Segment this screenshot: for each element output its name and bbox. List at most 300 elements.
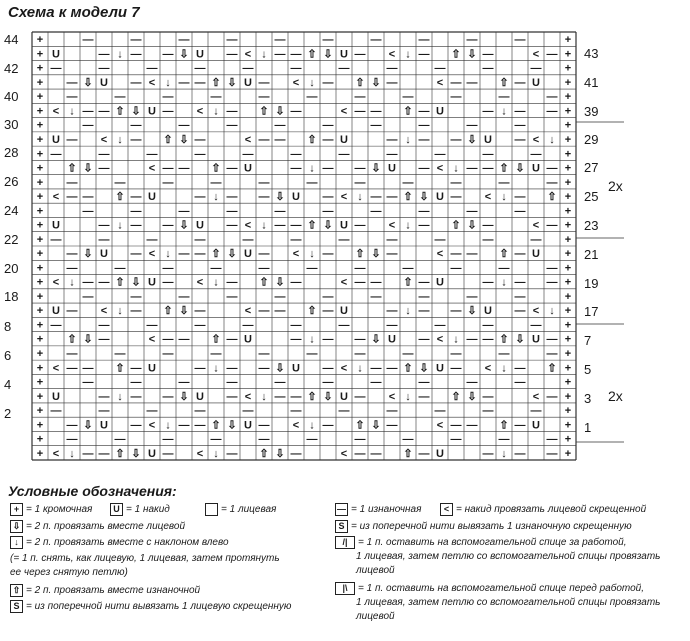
stitch-symbol: — bbox=[130, 48, 142, 61]
stitch-symbol: — bbox=[162, 348, 174, 360]
stitch-symbol: ↓ bbox=[405, 134, 411, 146]
stitch-symbol: ↓ bbox=[213, 362, 219, 375]
stitch-symbol: — bbox=[290, 233, 302, 246]
stitch-symbol: ↓ bbox=[117, 305, 123, 318]
stitch-symbol: ⇩ bbox=[131, 447, 141, 460]
stitch-symbol: — bbox=[178, 76, 190, 89]
stitch-symbol: + bbox=[36, 176, 44, 189]
stitch-symbol: — bbox=[114, 91, 126, 104]
stitch-symbol: — bbox=[194, 62, 206, 75]
stitch-symbol: ↓ bbox=[69, 276, 75, 289]
stitch-symbol: + bbox=[36, 405, 44, 418]
stitch-symbol: U bbox=[244, 333, 252, 346]
stitch-symbol: ↓ bbox=[501, 362, 507, 375]
stitch-symbol: — bbox=[226, 162, 238, 175]
stitch-symbol: ⇩ bbox=[227, 76, 237, 89]
row-number-label: 41 bbox=[584, 75, 599, 90]
stitch-symbol: — bbox=[146, 233, 158, 246]
stitch-symbol: U bbox=[388, 333, 396, 346]
stitch-symbol: ⇧ bbox=[307, 134, 317, 146]
stitch-symbol: — bbox=[370, 447, 382, 460]
stitch-symbol: — bbox=[418, 390, 430, 403]
row-number-label: 20 bbox=[4, 261, 19, 276]
legend-item-cross-back: /| = 1 п. оставить на вспомогательной спице за работой, bbox=[335, 536, 627, 549]
stitch-symbol: < bbox=[244, 390, 252, 403]
stitch-symbol: < bbox=[52, 362, 60, 375]
stitch-symbol: U bbox=[100, 248, 108, 261]
stitch-symbol: — bbox=[98, 233, 110, 246]
stitch-symbol: — bbox=[146, 62, 158, 75]
stitch-symbol: < bbox=[532, 48, 540, 61]
stitch-symbol: < bbox=[196, 447, 204, 460]
stitch-symbol: — bbox=[514, 447, 526, 460]
stitch-symbol: — bbox=[290, 62, 302, 75]
stitch-symbol: ⇩ bbox=[179, 219, 189, 232]
stitch-symbol: < bbox=[244, 305, 252, 318]
stitch-symbol: — bbox=[66, 134, 78, 146]
stitch-symbol: ⇧ bbox=[547, 191, 557, 204]
row-number-label: 28 bbox=[4, 145, 19, 160]
stitch-symbol: — bbox=[162, 219, 174, 232]
stitch-symbol: — bbox=[146, 405, 158, 418]
stitch-symbol: — bbox=[226, 48, 238, 61]
stitch-symbol: — bbox=[66, 176, 78, 189]
stitch-symbol: — bbox=[274, 48, 286, 61]
stitch-symbol: U bbox=[196, 48, 204, 61]
stitch-symbol: + bbox=[564, 134, 572, 146]
stitch-symbol: — bbox=[98, 319, 110, 332]
stitch-symbol: — bbox=[370, 34, 382, 47]
stitch-symbol: — bbox=[258, 305, 270, 318]
stitch-symbol: < bbox=[532, 390, 540, 403]
stitch-symbol: — bbox=[290, 333, 302, 346]
stitch-symbol: + bbox=[564, 62, 572, 75]
stitch-symbol: — bbox=[194, 233, 206, 246]
stitch-symbol: ⇩ bbox=[419, 362, 429, 375]
stitch-symbol: + bbox=[36, 105, 44, 118]
stitch-symbol: — bbox=[514, 276, 526, 289]
stitch-symbol: — bbox=[82, 119, 94, 132]
stitch-symbol: — bbox=[130, 119, 142, 132]
stitch-symbol: — bbox=[514, 305, 526, 318]
stitch-symbol: ⇩ bbox=[467, 390, 477, 403]
stitch-symbol: ⇧ bbox=[163, 134, 173, 146]
stitch-symbol: — bbox=[418, 305, 430, 318]
stitch-symbol: ⇧ bbox=[259, 276, 269, 289]
row-number-label: 5 bbox=[584, 362, 592, 377]
stitch-symbol: ⇧ bbox=[499, 162, 509, 175]
stitch-symbol: — bbox=[98, 405, 110, 418]
stitch-symbol: — bbox=[98, 447, 110, 460]
stitch-symbol: + bbox=[564, 76, 572, 89]
stitch-symbol: — bbox=[98, 219, 110, 232]
stitch-symbol: < bbox=[148, 333, 156, 346]
stitch-symbol: ⇧ bbox=[211, 162, 221, 175]
stitch-symbol: ↓ bbox=[213, 447, 219, 460]
stitch-symbol: ⇩ bbox=[179, 134, 189, 146]
stitch-symbol: — bbox=[434, 62, 446, 75]
stitch-symbol: ↓ bbox=[69, 105, 75, 118]
stitch-symbol: — bbox=[370, 105, 382, 118]
stitch-symbol: ⇧ bbox=[355, 248, 365, 261]
stitch-symbol: — bbox=[130, 376, 142, 389]
stitch-symbol: ↓ bbox=[213, 191, 219, 204]
stitch-symbol: — bbox=[66, 248, 78, 261]
stitch-symbol: — bbox=[514, 376, 526, 389]
stitch-symbol: ⇧ bbox=[115, 105, 125, 118]
stitch-symbol: ⇧ bbox=[499, 76, 509, 89]
stitch-symbol: ⇧ bbox=[211, 248, 221, 261]
stitch-symbol: — bbox=[50, 148, 62, 161]
stitch-symbol: — bbox=[162, 433, 174, 446]
stitch-symbol: ↓ bbox=[309, 162, 315, 175]
stitch-symbol: — bbox=[82, 191, 94, 204]
stitch-symbol: + bbox=[564, 419, 572, 432]
stitch-symbol: — bbox=[194, 405, 206, 418]
stitch-symbol: — bbox=[322, 248, 334, 261]
stitch-symbol: ⇧ bbox=[211, 419, 221, 432]
row-number-label: 27 bbox=[584, 160, 599, 175]
stitch-symbol: — bbox=[194, 76, 206, 89]
stitch-symbol: — bbox=[514, 362, 526, 375]
stitch-symbol: < bbox=[436, 162, 444, 175]
stitch-symbol: ⇩ bbox=[323, 48, 333, 61]
stitch-symbol: ↓ bbox=[357, 191, 363, 204]
stitch-symbol: U bbox=[244, 248, 252, 261]
stitch-symbol: — bbox=[130, 205, 142, 218]
stitch-symbol: — bbox=[450, 76, 462, 89]
stitch-symbol: — bbox=[418, 105, 430, 118]
stitch-symbol: + bbox=[36, 319, 44, 332]
stitch-symbol: — bbox=[370, 119, 382, 132]
stitch-symbol: — bbox=[546, 447, 558, 460]
stitch-symbol: — bbox=[434, 405, 446, 418]
stitch-symbol: — bbox=[546, 91, 558, 104]
stitch-symbol: — bbox=[178, 419, 190, 432]
stitch-symbol: < bbox=[292, 76, 300, 89]
stitch-symbol: ⇧ bbox=[403, 105, 413, 118]
stitch-symbol: ⇩ bbox=[227, 419, 237, 432]
stitch-symbol: — bbox=[226, 290, 238, 303]
stitch-symbol: — bbox=[546, 433, 558, 446]
stitch-symbol: — bbox=[258, 91, 270, 104]
stitch-symbol: + bbox=[564, 48, 572, 61]
stitch-symbol: U bbox=[100, 76, 108, 89]
stitch-symbol: < bbox=[100, 134, 108, 146]
stitch-symbol: — bbox=[370, 362, 382, 375]
stitch-symbol: + bbox=[36, 205, 44, 218]
stitch-symbol: — bbox=[274, 290, 286, 303]
stitch-symbol: — bbox=[194, 362, 206, 375]
stitch-symbol: — bbox=[66, 362, 78, 375]
stitch-symbol: ⇧ bbox=[259, 105, 269, 118]
stitch-symbol: — bbox=[258, 191, 270, 204]
stitch-symbol: — bbox=[130, 76, 142, 89]
stitch-symbol: — bbox=[482, 319, 494, 332]
stitch-symbol: — bbox=[226, 276, 238, 289]
stitch-symbol: ⇩ bbox=[371, 76, 381, 89]
repeat-label: 2x bbox=[608, 388, 623, 404]
stitch-symbol: — bbox=[418, 376, 430, 389]
stitch-symbol: — bbox=[98, 148, 110, 161]
stitch-symbol: — bbox=[546, 333, 558, 346]
stitch-symbol: U bbox=[436, 191, 444, 204]
stitch-symbol: — bbox=[322, 419, 334, 432]
stitch-symbol: — bbox=[210, 433, 222, 446]
stitch-symbol: ⇧ bbox=[307, 48, 317, 61]
stitch-symbol: U bbox=[292, 191, 300, 204]
stitch-symbol: ⇩ bbox=[323, 390, 333, 403]
stitch-symbol: + bbox=[36, 119, 44, 132]
stitch-symbol: < bbox=[532, 305, 540, 318]
stitch-symbol: — bbox=[322, 34, 334, 47]
stitch-symbol: ↓ bbox=[549, 134, 555, 146]
stitch-symbol: — bbox=[338, 405, 350, 418]
stitch-symbol: — bbox=[546, 162, 558, 175]
stitch-symbol: + bbox=[36, 76, 44, 89]
stitch-symbol: < bbox=[52, 447, 60, 460]
stitch-symbol: < bbox=[148, 76, 156, 89]
stitch-symbol: + bbox=[564, 333, 572, 346]
stitch-symbol: < bbox=[388, 219, 396, 232]
stitch-symbol: ↓ bbox=[117, 390, 123, 403]
stitch-symbol: — bbox=[194, 305, 206, 318]
stitch-symbol: U bbox=[532, 162, 540, 175]
stitch-symbol: — bbox=[402, 91, 414, 104]
stitch-symbol: ↓ bbox=[405, 219, 411, 232]
stitch-symbol: — bbox=[98, 105, 110, 118]
stitch-symbol: + bbox=[564, 362, 572, 375]
stitch-symbol: — bbox=[482, 62, 494, 75]
row-number-label: 43 bbox=[584, 46, 599, 61]
stitch-symbol: — bbox=[418, 219, 430, 232]
stitch-symbol: — bbox=[386, 248, 398, 261]
stitch-symbol: ⇩ bbox=[83, 419, 93, 432]
stitch-symbol: — bbox=[322, 305, 334, 318]
stitch-symbol: — bbox=[146, 148, 158, 161]
stitch-symbol: ⇧ bbox=[403, 447, 413, 460]
stitch-symbol: ↓ bbox=[165, 248, 171, 261]
stitch-symbol: — bbox=[82, 105, 94, 118]
stitch-symbol: — bbox=[242, 319, 254, 332]
row-number-label: 1 bbox=[584, 420, 592, 435]
row-number-label: 39 bbox=[584, 104, 599, 119]
stitch-symbol: — bbox=[290, 390, 302, 403]
stitch-symbol: — bbox=[290, 219, 302, 232]
stitch-symbol: ⇧ bbox=[259, 447, 269, 460]
stitch-symbol: ⇩ bbox=[275, 447, 285, 460]
stitch-symbol: ↓ bbox=[453, 162, 459, 175]
stitch-symbol: U bbox=[52, 305, 60, 318]
stitch-symbol: U bbox=[340, 390, 348, 403]
stitch-symbol: — bbox=[130, 191, 142, 204]
stitch-symbol: — bbox=[82, 376, 94, 389]
stitch-symbol: — bbox=[482, 48, 494, 61]
stitch-symbol: — bbox=[386, 362, 398, 375]
stitch-symbol: — bbox=[98, 162, 110, 175]
stitch-symbol: — bbox=[482, 390, 494, 403]
stitch-symbol: < bbox=[436, 333, 444, 346]
stitch-symbol: — bbox=[258, 76, 270, 89]
stitch-symbol: — bbox=[98, 333, 110, 346]
stitch-symbol: — bbox=[386, 405, 398, 418]
stitch-symbol: ↓ bbox=[117, 134, 123, 146]
stitch-symbol: ↓ bbox=[501, 105, 507, 118]
stitch-symbol: < bbox=[484, 362, 492, 375]
stitch-symbol: — bbox=[66, 348, 78, 360]
stitch-symbol: — bbox=[418, 205, 430, 218]
stitch-symbol: ⇧ bbox=[115, 191, 125, 204]
stitch-symbol: U bbox=[100, 419, 108, 432]
stitch-symbol: + bbox=[564, 248, 572, 261]
stitch-symbol: — bbox=[386, 419, 398, 432]
stitch-symbol: U bbox=[196, 219, 204, 232]
stitch-symbol: + bbox=[564, 405, 572, 418]
stitch-symbol: < bbox=[148, 248, 156, 261]
stitch-symbol: ⇩ bbox=[227, 248, 237, 261]
stitch-symbol: U bbox=[148, 276, 156, 289]
stitch-symbol: U bbox=[532, 248, 540, 261]
stitch-symbol: ↓ bbox=[309, 333, 315, 346]
stitch-symbol: — bbox=[354, 48, 366, 61]
stitch-symbol: ⇩ bbox=[83, 162, 93, 175]
stitch-symbol: + bbox=[36, 262, 44, 275]
stitch-symbol: ↓ bbox=[165, 419, 171, 432]
stitch-symbol: — bbox=[258, 348, 270, 360]
stitch-symbol: — bbox=[418, 119, 430, 132]
stitch-symbol: — bbox=[274, 376, 286, 389]
legend-item-ssk: ↓ = 2 п. провязать вместе с наклоном влево bbox=[10, 536, 229, 549]
stitch-symbol: — bbox=[290, 276, 302, 289]
stitch-symbol: + bbox=[564, 91, 572, 104]
stitch-symbol: — bbox=[482, 148, 494, 161]
stitch-symbol: — bbox=[242, 148, 254, 161]
stitch-symbol: < bbox=[52, 276, 60, 289]
stitch-symbol: + bbox=[564, 305, 572, 318]
stitch-symbol: U bbox=[436, 105, 444, 118]
stitch-symbol: — bbox=[530, 319, 542, 332]
chart-title: Схема к модели 7 bbox=[8, 4, 140, 21]
stitch-symbol: — bbox=[370, 290, 382, 303]
stitch-symbol: — bbox=[306, 433, 318, 446]
stitch-symbol: ⇩ bbox=[323, 219, 333, 232]
stitch-symbol: — bbox=[498, 433, 510, 446]
stitch-symbol: < bbox=[292, 248, 300, 261]
stitch-symbol: — bbox=[162, 176, 174, 189]
stitch-symbol: + bbox=[564, 191, 572, 204]
stitch-symbol: U bbox=[484, 134, 492, 146]
stitch-symbol: ⇧ bbox=[67, 333, 77, 346]
stitch-symbol: — bbox=[274, 390, 286, 403]
stitch-symbol: — bbox=[130, 290, 142, 303]
stitch-symbol: — bbox=[162, 262, 174, 275]
stitch-symbol: — bbox=[258, 362, 270, 375]
stitch-symbol: ⇩ bbox=[275, 276, 285, 289]
stitch-symbol: — bbox=[274, 34, 286, 47]
stitch-symbol: — bbox=[66, 191, 78, 204]
stitch-symbol: ⇩ bbox=[179, 48, 189, 61]
row-number-label: 3 bbox=[584, 391, 592, 406]
row-number-label: 30 bbox=[4, 117, 19, 132]
stitch-symbol: — bbox=[322, 290, 334, 303]
stitch-symbol: — bbox=[354, 91, 366, 104]
stitch-symbol: — bbox=[514, 76, 526, 89]
stitch-symbol: ⇧ bbox=[451, 390, 461, 403]
row-number-label: 6 bbox=[4, 348, 12, 363]
stitch-symbol: — bbox=[114, 262, 126, 275]
stitch-symbol: — bbox=[546, 348, 558, 360]
stitch-symbol: — bbox=[402, 176, 414, 189]
stitch-symbol: ⇩ bbox=[83, 248, 93, 261]
legend-item-ssk-note-1: (= 1 п. снять, как лицевую, 1 лицевая, затем протянуть bbox=[10, 553, 280, 564]
stitch-symbol: — bbox=[354, 276, 366, 289]
stitch-symbol: — bbox=[194, 319, 206, 332]
stitch-symbol: — bbox=[418, 34, 430, 47]
stitch-symbol: ⇩ bbox=[275, 191, 285, 204]
stitch-symbol: ⇩ bbox=[515, 333, 525, 346]
stitch-symbol: — bbox=[114, 348, 126, 360]
row-number-label: 42 bbox=[4, 61, 19, 76]
stitch-symbol: ⇧ bbox=[307, 390, 317, 403]
stitch-symbol: ⇩ bbox=[179, 390, 189, 403]
stitch-symbol: — bbox=[450, 305, 462, 318]
stitch-symbol: + bbox=[36, 134, 44, 146]
legend-item-edge: + = 1 кромочная bbox=[10, 503, 92, 516]
stitch-symbol: — bbox=[66, 76, 78, 89]
stitch-symbol: + bbox=[36, 34, 44, 47]
legend-item-m1-purl: S = из поперечной нити вывязать 1 изнаночную скрещенную bbox=[335, 520, 632, 533]
stitch-symbol: < bbox=[388, 48, 396, 61]
stitch-symbol: — bbox=[482, 405, 494, 418]
stitch-symbol: + bbox=[36, 390, 44, 403]
stitch-symbol: ↓ bbox=[453, 333, 459, 346]
stitch-symbol: — bbox=[274, 119, 286, 132]
legend-item-yarnover: U = 1 накид bbox=[110, 503, 170, 516]
stitch-symbol: ⇧ bbox=[355, 76, 365, 89]
stitch-symbol: — bbox=[258, 248, 270, 261]
stitch-symbol: — bbox=[258, 433, 270, 446]
stitch-symbol: ⇧ bbox=[67, 162, 77, 175]
stitch-symbol: ⇧ bbox=[451, 219, 461, 232]
stitch-symbol: U bbox=[436, 447, 444, 460]
stitch-symbol: — bbox=[482, 233, 494, 246]
stitch-symbol: + bbox=[564, 348, 572, 360]
stitch-symbol: — bbox=[178, 376, 190, 389]
stitch-symbol: U bbox=[532, 76, 540, 89]
stitch-symbol: — bbox=[290, 148, 302, 161]
stitch-symbol: — bbox=[306, 176, 318, 189]
stitch-symbol: ⇧ bbox=[307, 219, 317, 232]
stitch-symbol: — bbox=[466, 205, 478, 218]
stitch-symbol: — bbox=[162, 390, 174, 403]
stitch-symbol: — bbox=[114, 433, 126, 446]
stitch-symbol: < bbox=[148, 419, 156, 432]
legend-item-purl: — = 1 изнаночная bbox=[337, 504, 422, 516]
stitch-symbol: — bbox=[514, 248, 526, 261]
stitch-symbol: — bbox=[226, 119, 238, 132]
stitch-symbol: — bbox=[130, 134, 142, 146]
stitch-symbol: — bbox=[450, 433, 462, 446]
stitch-symbol: — bbox=[258, 176, 270, 189]
stitch-symbol: — bbox=[450, 262, 462, 275]
stitch-symbol: — bbox=[178, 205, 190, 218]
stitch-symbol: — bbox=[226, 34, 238, 47]
stitch-symbol: — bbox=[482, 105, 494, 118]
stitch-symbol: — bbox=[178, 248, 190, 261]
stitch-symbol: — bbox=[498, 348, 510, 360]
stitch-symbol: — bbox=[354, 176, 366, 189]
stitch-symbol: — bbox=[498, 176, 510, 189]
